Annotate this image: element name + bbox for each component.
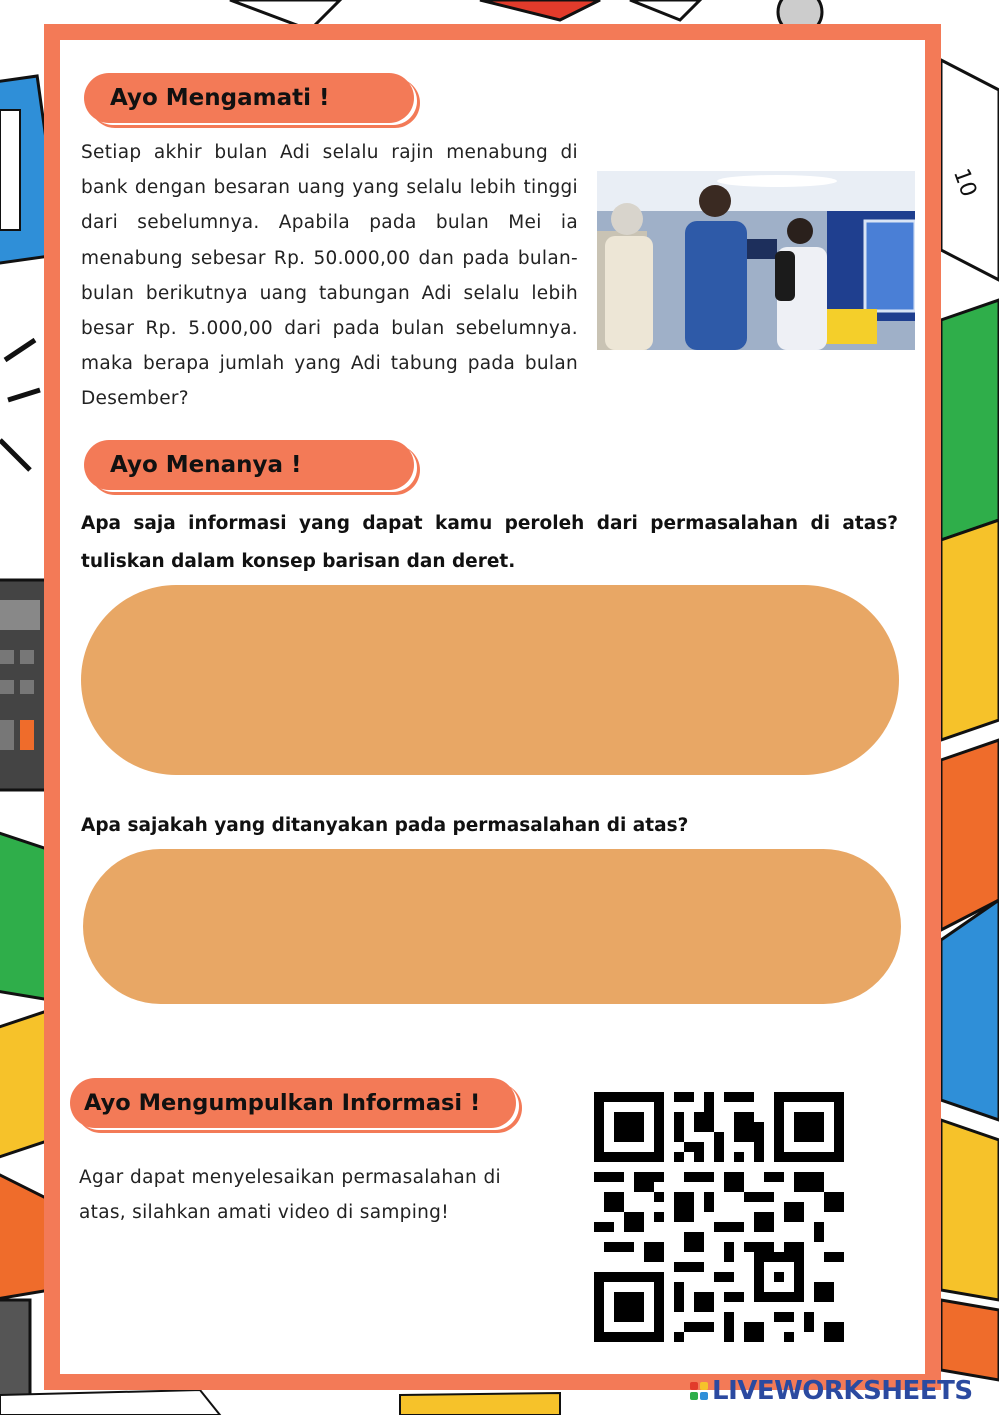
svg-text:10: 10 [947,165,982,201]
section-title: Ayo Menanya ! [110,452,302,478]
watermark-text: LIVEWORKSHEETS [712,1376,973,1406]
section-heading-mengumpulkan-informasi [70,1078,516,1128]
problem-text: Setiap akhir bulan Adi selalu rajin menabung di bank dengan besaran uang yang selalu lebih tinggi dari sebelumnya. Apabila pada bulan Mei ia menabung sebesar Rp. 50.000,00 dan pada bulan-bulan berikutnya uang tabungan Adi selalu lebih besar Rp. 5.000,00 dari pada bulan sebelumnya. maka berapa jumlah yang Adi tabung pada bulan Desember? [81,142,578,410]
answer-box-2[interactable] [83,849,901,1004]
instruction-text: Agar dapat menyelesaikan permasalahan di atas, silahkan amati video di samping! [79,1167,501,1224]
section-title: Ayo Mengumpulkan Informasi ! [84,1090,481,1116]
photo-bank-visit [597,171,915,350]
liveworksheets-logo-icon [690,1382,708,1400]
answer-box-1[interactable] [81,585,899,775]
question-1: Apa saja informasi yang dapat kamu peroleh dari permasalahan di atas? tuliskan dalam konsep barisan dan deret. [81,513,898,572]
qr-code-icon[interactable] [594,1092,844,1342]
section-heading-menanya [84,440,414,490]
photo-illustration [597,171,915,350]
liveworksheets-watermark[interactable] [690,1376,973,1406]
section-heading-mengamati [84,73,414,123]
question-2: Apa sajakah yang ditanyakan pada permasalahan di atas? [81,815,689,836]
section-title: Ayo Mengamati ! [110,85,330,111]
